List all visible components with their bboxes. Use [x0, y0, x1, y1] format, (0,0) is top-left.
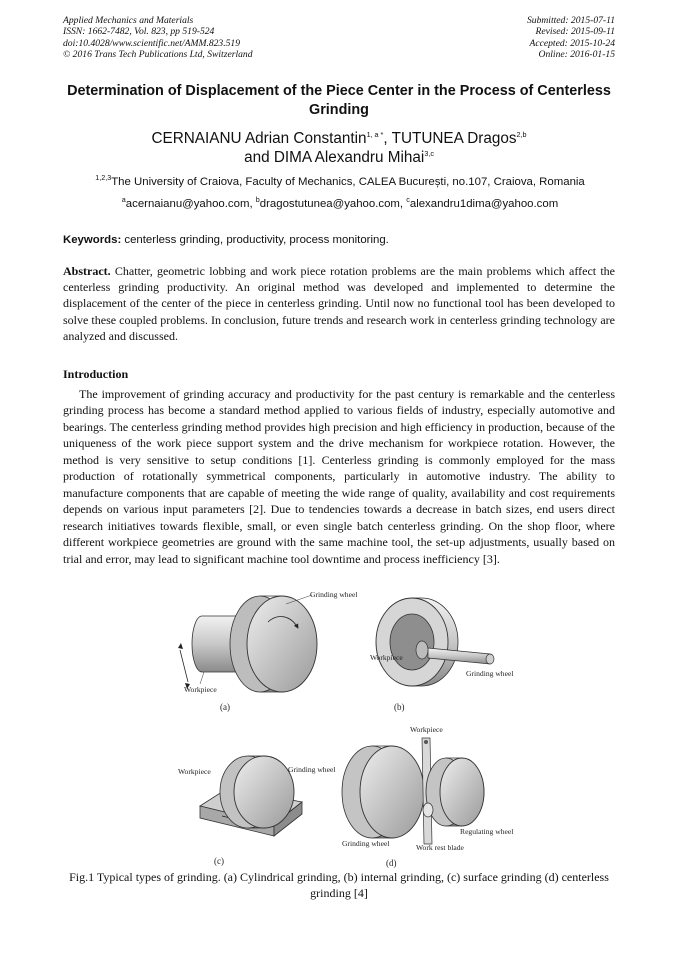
email-a-sup: a	[121, 195, 126, 205]
email-c-sup: c	[406, 195, 410, 205]
keywords	[63, 233, 615, 247]
email-b[interactable]: dragostutunea@yahoo.com	[259, 198, 400, 210]
author-and: and	[244, 149, 270, 166]
author-2: TUTUNEA Dragos	[391, 130, 517, 147]
label-d-workpiece: Workpiece	[410, 725, 443, 734]
caption-c: (c)	[214, 856, 224, 866]
affiliation-text: The University of Craiova, Faculty of Mechanics, CALEA București, no.107, Craiova, Romania	[111, 176, 585, 188]
author-1-affil: 1, a *	[366, 129, 384, 139]
grinding-wheel-c	[220, 756, 294, 828]
abstract-label: Abstract.	[63, 264, 111, 278]
date-online: Online: 2016-01-15	[538, 49, 615, 61]
label-c-workpiece: Workpiece	[178, 767, 211, 776]
label-c-grinding-wheel: Grinding wheel	[288, 765, 336, 774]
grinding-wheel-a	[230, 596, 317, 692]
caption-a: (a)	[220, 702, 230, 712]
email-a[interactable]: acernaianu@yahoo.com	[125, 198, 250, 210]
keywords-text: centerless grinding, productivity, process monitoring.	[124, 234, 389, 246]
affiliation-sup: 1,2,3	[95, 173, 112, 183]
author-2-affil: 2,b	[516, 129, 527, 139]
journal-info	[63, 15, 253, 61]
journal-doi[interactable]: doi:10.4028/www.scientific.net/AMM.823.519	[63, 37, 241, 49]
figure-caption: Fig.1 Typical types of grinding. (a) Cylindrical grinding, (b) internal grinding, (c) surface grinding (d) centerless grinding [4]	[69, 870, 609, 900]
subfigure-d	[342, 725, 513, 868]
caption-d: (d)	[386, 858, 397, 868]
publication-dates	[527, 15, 615, 61]
email-c[interactable]: alexandru1dima@yahoo.com	[409, 198, 559, 210]
date-submitted: Submitted: 2015-07-11	[526, 15, 615, 26]
label-a-workpiece: Workpiece	[184, 685, 217, 694]
keywords-label: Keywords:	[63, 234, 122, 246]
grinding-wheel-d	[342, 746, 424, 838]
abstract-text: Chatter, geometric lobbing and work piece rotation problems are the main problems which affect the centerless grinding productivity. An original method was developed and implemented to determine the displacement of the center of the piece in centerless grinding. Until now no functional tool has been developed to solve these coupled problems. In conclusion, future trends and research work in centerless grinding technology are analyzed and discussed.	[63, 264, 616, 343]
author-1: CERNAIANU Adrian Constantin	[151, 130, 367, 147]
subfigure-c	[178, 756, 335, 866]
introduction-paragraph: The improvement of grinding accuracy and productivity for the past century is remarkable and the centerless grinding process has become a standard method applied to various fields of industry, especially automotive and bearings. The centerless grinding method provides high precision and high efficiency in production, because of the uniqueness of the work piece support system and the drive mechanism for workpiece rotation. However, the method is very sensitive to setup conditions [1]. Centerless grinding is commonly employed for the mass production of rotationally symmetrical components, particularly in automotive industry. The ability to manufacture components that are capable of meeting the wide range of quality, availability and cost requirements depends on various input parameters [2]. Due to tendencies towards a decrease in batch sizes, end users direct research initiatives towards flexible, small, or even single batch centerless grinding. On the shop floor, where different workpiece geometries are ground with the same machine tool, the set-up adjustments, usually based on trial and error, may lead to significant machine tool downtime and process inefficiency [3].	[63, 387, 615, 566]
email-b-sup: b	[255, 195, 260, 205]
journal-copyright: © 2016 Trans Tech Publications Ltd, Switzerland	[63, 49, 253, 61]
workpiece-d	[423, 803, 433, 817]
label-d-regulating-wheel: Regulating wheel	[460, 827, 514, 836]
label-d-grinding-wheel: Grinding wheel	[342, 839, 390, 848]
date-revised: Revised: 2015-09-11	[535, 26, 615, 38]
label-b-workpiece: Workpiece	[370, 653, 403, 662]
author-3-affil: 3,c	[424, 148, 434, 158]
figure-grinding-types	[160, 588, 530, 873]
paper-title: Determination of Displacement of the Piece Center in the Process of Centerless Grinding	[67, 83, 611, 118]
label-b-grinding-wheel: Grinding wheel	[466, 669, 514, 678]
author-list: CERNAIANU Adrian Constantin$^{1, a *}$, TUTUNEA Dragos$^{2,b}$ and DIMA Alexandru Mihai$^{3,c}$	[151, 129, 527, 166]
email-list: $^a$acernaianu@yahoo.com, $^b$dragostutunea@yahoo.com, $^c$alexandru1dima@yahoo.com	[121, 195, 559, 210]
label-d-work-rest-blade: Work rest blade	[416, 843, 464, 852]
date-accepted: Accepted: 2015-10-24	[529, 37, 615, 49]
affiliation	[40, 175, 640, 190]
subfigure-b	[370, 598, 513, 712]
journal-issn: ISSN: 1662-7482, Vol. 823, pp 519-524	[63, 26, 215, 38]
label-a-grinding-wheel: Grinding wheel	[310, 590, 358, 599]
regulating-wheel-d	[426, 758, 484, 826]
journal-name: Applied Mechanics and Materials	[63, 15, 194, 26]
abstract	[63, 263, 615, 344]
section-heading-introduction: Introduction	[63, 367, 129, 381]
subfigure-a	[178, 590, 357, 712]
caption-b: (b)	[394, 702, 405, 712]
workpiece-ring-b	[376, 598, 458, 686]
author-3: DIMA Alexandru Mihai	[273, 149, 425, 166]
